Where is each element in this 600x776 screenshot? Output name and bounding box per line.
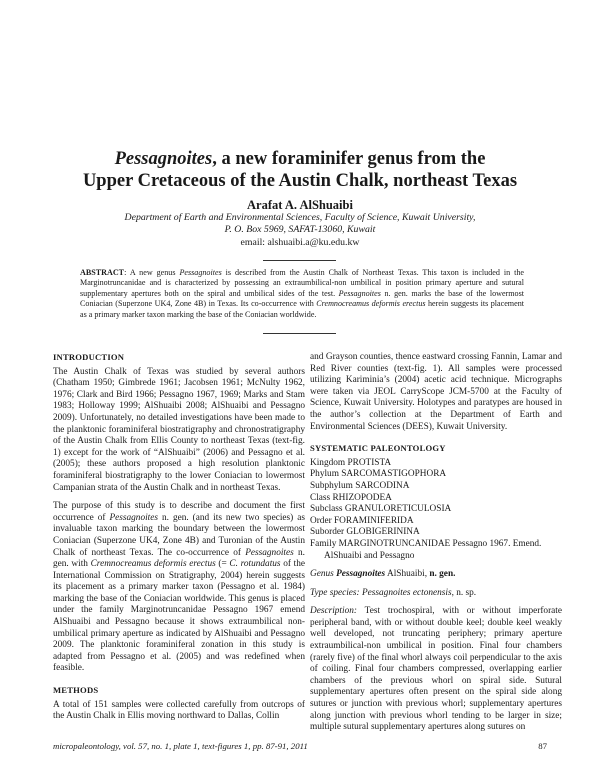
taxon-class: Class RHIZOPODEA xyxy=(310,492,392,503)
taxon-family-authors: AlShuaibi and Pessagno xyxy=(324,550,415,561)
abstract-genus: Pessagnoites xyxy=(179,268,222,277)
type-species-suffix: , n. sp. xyxy=(451,587,477,598)
title-genus: Pessagnoites xyxy=(114,149,213,169)
title-line1: , a new foraminifer genus from the xyxy=(212,149,486,169)
journal-citation: micropaleontology, vol. 57, no. 1, plate 1, text-figures 1, pp. 87-91, 2011 xyxy=(53,741,308,751)
abstract-genus: Pessagnoites xyxy=(338,288,381,298)
abstract-label: ABSTRACT xyxy=(80,268,125,277)
taxon-suborder: Suborder GLOBIGERININA xyxy=(310,527,420,538)
title-line2: Upper Cretaceous of the Austin Chalk, northeast Texas xyxy=(82,171,518,191)
description-label: Description: xyxy=(310,606,357,617)
type-species-name: Pessagnoites ectonensis xyxy=(361,587,452,598)
taxon-subphylum: Subphylum SARCODINA xyxy=(310,480,410,491)
description-text: Test trochospiral, with or without imperforate peripheral band, with or without double keel; double keel weakly well developed, not truncating periphery; primary aperture extraumbilical-non umbilical in position. Final four chambers (rarely five) of the final whorl always coil perpendicular to the axis of coiling. Final four chambers compressed, overlapping earlier chambers of the previous whorl on spiral side. Sutural supplementary apertures often present on the spiral side along sutures or junction with previous whorl; supplementary apertures along junction with previous whorl tending to be larger in size; multiple sutural supplementary apertures along sutures on xyxy=(310,606,562,733)
taxon-order: Order FORAMINIFERIDA xyxy=(310,515,414,526)
article-title xyxy=(40,148,560,192)
systematic-paleontology-heading: SYSTEMATIC PALEONTOLOGY xyxy=(310,443,446,454)
intro-text: n. gen. (and its new two species) as invaluable taxon marking the boundary between the lowermost Coniacian (Superzone UK4, Zone 4B) and Turonian of the Austin Chalk of northeast Texas. The co-occurrence of xyxy=(53,512,305,558)
methods-paragraph: A total of 151 samples were collected carefully from outcrops of the Austin Chalk in Ellis moving northward to Dallas, Collin xyxy=(53,699,305,722)
author-name: Arafat A. AlShuaibi xyxy=(247,198,353,212)
intro-text: n. gen. with xyxy=(53,547,305,570)
methods-heading: METHODS xyxy=(53,685,99,696)
divider-top xyxy=(263,260,336,261)
affiliation-line1: Department of Earth and Environmental Sciences, Faculty of Science, Kuwait University, xyxy=(124,212,476,223)
taxon-phylum: Phylum SARCOMASTIGOPHORA xyxy=(310,469,447,480)
introduction-heading: INTRODUCTION xyxy=(53,352,125,362)
intro-paragraph-1: The Austin Chalk of Texas was studied by several authors (Chatham 1950; Gimbrede 1961; Jacobsen 1961; McNulty 1962, 1976; Clark and Bird 1966; Pessagno 1967, 1969; Marks and Stam 1983; Holloway 1999; AlShuaibi 2008; AlShuaibi and Pessagno 2009). Unfortunately, no detailed investigations have been made to the planktonic foraminiferal biostratigraphy and chronostratigraphy of the Austin Chalk from Ellis County to northeast Texas (text-fig. 1) except for the work of “AlShuaibi” (2006) and Pessagno et al. (2005); these authors proposed a high resolution planktonic foraminiferal biostratigraphy to the lower Coniacian to lowermost Campanian strata of the Austin Chalk and in northeast Texas. xyxy=(53,366,305,493)
taxon-family: Family MARGINOTRUNCANIDAE Pessagno 1967. Emend. xyxy=(310,538,542,549)
description-paragraph xyxy=(310,606,562,734)
intro-text: of the International Commission on Stratigraphy, 2004) herein suggests its placement as a primary marker taxon (Pessagno et al. 1984) marking the base of the Coniacian worldwide. This genus is placed under the family Marginotruncanidae Pessagno 1967 emend AlShuaibi and Pessagno because it shows extraumbilical non-umbilical primary aperture as indicated by AlShuaibi and Pessagno 2009. The planktonic foraminiferal zonation in this study is adapted from Pessagno et al. (2005) and was redefined when feasible. xyxy=(53,559,305,674)
type-species-line xyxy=(310,588,562,600)
taxonomy-list xyxy=(310,458,562,562)
right-column xyxy=(310,352,562,741)
genus-label: Genus xyxy=(310,569,337,580)
intro-text: The purpose of this study is to describe and document the first occurrence of xyxy=(53,501,305,523)
taxon-kingdom: Kingdom PROTISTA xyxy=(310,457,392,468)
genus-name: Pessagnoites xyxy=(336,569,386,580)
left-column xyxy=(53,352,305,730)
methods-continued-paragraph: and Grayson counties, thence eastward crossing Fannin, Lamar and Red River counties (text-fig. 1). All samples were processed utilizing Kariminia’s (2004) acetic acid technique. Micrographs were taken via JEOL CarryScope JCM-5700 at the Faculty of Science, Kuwait University. Holotypes and paratypes are housed in the author’s collection at the Department of Earth and Environmental Sciences (DEES), Kuwait University. xyxy=(310,352,562,432)
author-email: email: alshuaibi.a@ku.edu.kw xyxy=(240,237,360,248)
divider-bottom xyxy=(263,333,336,334)
genus-author: AlShuaibi, xyxy=(385,569,430,580)
author-affiliation xyxy=(100,212,500,236)
abstract-text: n. gen. marks the base of the lowermost Coniacian (Superzone UK4, Zone 4B) in Texas. Its co-occurrence with xyxy=(80,288,524,309)
intro-species: Cremnocreamus deformis erectus xyxy=(90,559,216,570)
abstract-text: : A new genus xyxy=(124,268,180,277)
genus-new-marker: n. gen. xyxy=(429,569,456,580)
taxon-subclass: Subclass GRANULORETICULOSIA xyxy=(310,504,452,515)
intro-genus: Pessagnoites xyxy=(245,547,294,558)
page-number: 87 xyxy=(538,741,547,751)
genus-line xyxy=(310,569,562,581)
intro-species: C. rotundatus xyxy=(229,559,281,570)
abstract-species: Cremnocreamus deformis erectus xyxy=(316,299,426,309)
intro-paragraph-2 xyxy=(53,501,305,675)
abstract-text: is described from the Austin Chalk of Northeast Texas. This taxon is included in the Marginotruncanidae and is characterized by possessing an extraumbilical-non umbilical in position primary aperture and sutural supplementary apertures both on the spiral and umbilical sides of the test. xyxy=(80,268,524,298)
abstract-text: herein suggests its placement as a primary marker taxon marking the base of the Coniacian worldwide. xyxy=(80,299,524,319)
intro-genus: Pessagnoites xyxy=(109,512,159,523)
abstract xyxy=(80,268,524,320)
type-species-label: Type species: xyxy=(310,587,362,598)
affiliation-line2: P. O. Box 5969, SAFAT-13060, Kuwait xyxy=(224,224,376,235)
intro-text: (= xyxy=(215,559,230,570)
